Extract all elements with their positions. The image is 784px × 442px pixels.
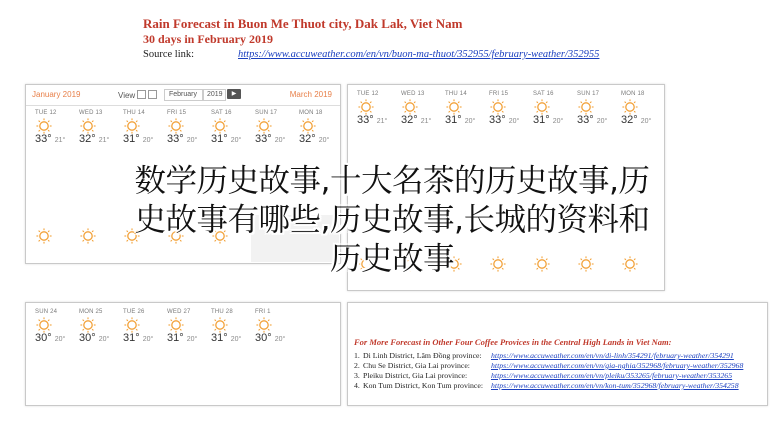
temperature-low: 20°: [274, 137, 286, 144]
view-label: View: [118, 91, 136, 100]
temperature-low: 20°: [596, 118, 608, 125]
sunny-icon: [621, 99, 641, 115]
temperature-high: 30° 20°: [35, 332, 66, 344]
forecast-link[interactable]: https://www.accuweather.com/en/vn/pleiku/353265/february-weather/353265: [491, 371, 733, 380]
page-header: [143, 16, 703, 62]
sunny-icon: [123, 317, 143, 333]
temperature-low: 21°: [376, 118, 388, 125]
temperature-low: 20°: [186, 137, 198, 144]
temperature-low: 20°: [186, 336, 198, 343]
day-cell[interactable]: [117, 306, 161, 348]
day-cell[interactable]: [293, 107, 337, 149]
item-number: 3.: [354, 371, 360, 380]
day-label: TUE 26: [123, 309, 145, 315]
temperature-high: 31° 20°: [211, 332, 242, 344]
temperature-high: 31° 20°: [123, 332, 154, 344]
next-month-link[interactable]: March 2019: [289, 90, 332, 99]
source-line: [143, 47, 703, 62]
temperature-high: 30° 20°: [255, 332, 286, 344]
day-cell[interactable]: [29, 107, 73, 149]
page-title: Rain Forecast in Buon Me Thuot city, Dak Lak, Viet Nam: [143, 16, 463, 31]
day-label: FRI 15: [489, 91, 509, 97]
day-label: MON 18: [299, 110, 323, 116]
year-select[interactable]: 2019: [202, 89, 226, 101]
temperature-high: 30° 20°: [79, 332, 110, 344]
sunny-icon: [79, 118, 99, 134]
temperature-low: 21°: [420, 118, 432, 125]
day-cell[interactable]: [73, 306, 117, 348]
overlay-line-2: 史故事有哪些,历史故事,长城的资料和: [134, 202, 650, 238]
day-cell[interactable]: [439, 88, 483, 130]
day-label: SAT 16: [533, 91, 554, 97]
sunny-icon: [255, 118, 275, 134]
day-cell[interactable]: [29, 306, 73, 348]
day-cell[interactable]: [161, 306, 205, 348]
sunny-icon: [577, 99, 597, 115]
temperature-high: 33° 21°: [357, 114, 388, 126]
day-label: TUE 12: [357, 91, 379, 97]
sunny-icon: [357, 99, 377, 115]
temperature-high: 31° 20°: [123, 133, 154, 145]
sunny-icon: [211, 317, 231, 333]
forecast-link[interactable]: https://www.accuweather.com/en/vn/di-linh/354291/february-weather/354291: [491, 351, 734, 360]
day-label: SUN 24: [35, 309, 58, 315]
sunny-icon: [299, 118, 319, 134]
forecast-link[interactable]: https://www.accuweather.com/en/vn/kon-tum/352968/february-weather/354258: [491, 381, 739, 390]
temperature-high: 32° 21°: [401, 114, 432, 126]
sunny-icon: [123, 118, 143, 134]
view-toggle[interactable]: [118, 90, 157, 100]
overlay-line-3: 历史故事: [329, 241, 454, 277]
temperature-high: 32° 21°: [79, 133, 110, 145]
sunny-icon: [533, 99, 553, 115]
day-label: SUN 17: [255, 110, 278, 116]
temperature-low: 20°: [54, 336, 66, 343]
temperature-high: 33° 21°: [35, 133, 66, 145]
day-label: WED 13: [401, 91, 425, 97]
day-label: TUE 12: [35, 110, 57, 116]
sunny-icon: [167, 118, 187, 134]
temperature-low: 20°: [98, 336, 110, 343]
day-label: SUN 17: [577, 91, 600, 97]
prev-month-link[interactable]: January 2019: [32, 90, 81, 99]
sunny-icon: [445, 99, 465, 115]
day-label: THU 14: [123, 110, 145, 116]
temperature-high: 33° 20°: [255, 133, 286, 145]
day-cell[interactable]: [395, 88, 439, 130]
overlay-caption: [0, 162, 784, 279]
temperature-low: 20°: [230, 137, 242, 144]
day-cell[interactable]: [351, 88, 395, 130]
sunny-icon: [489, 99, 509, 115]
go-button[interactable]: ▶: [227, 89, 241, 99]
forecast-link-row: [354, 361, 764, 371]
day-cell[interactable]: [73, 107, 117, 149]
temperature-high: 33° 20°: [577, 114, 608, 126]
grid-view-icon[interactable]: [148, 90, 157, 99]
temperature-low: 20°: [552, 118, 564, 125]
day-label: THU 28: [211, 309, 233, 315]
day-label: WED 13: [79, 110, 103, 116]
temperature-low: 20°: [464, 118, 476, 125]
item-number: 2.: [354, 361, 360, 370]
temperature-low: 21°: [98, 137, 110, 144]
temperature-high: 31° 20°: [533, 114, 564, 126]
temperature-low: 20°: [142, 336, 154, 343]
temperature-low: 20°: [318, 137, 330, 144]
day-cell[interactable]: [161, 107, 205, 149]
day-label: MON 18: [621, 91, 645, 97]
more-forecast-title: For More Forecast in Other Four Coffee Provices in the Central High Lands in Viet Nam:: [354, 337, 672, 347]
source-label: Source link:: [143, 49, 195, 60]
day-cell[interactable]: [615, 88, 659, 130]
district-name: Chu Se District, Gia Lai province:: [363, 361, 470, 370]
week-panel-bottom: [25, 302, 341, 406]
district-name: Pleiku District, Gia Lai province:: [363, 371, 468, 380]
temperature-low: 20°: [142, 137, 154, 144]
calendar-header: [26, 85, 340, 106]
day-label: SAT 16: [211, 110, 232, 116]
temperature-high: 33° 20°: [167, 133, 198, 145]
day-label: FRI 15: [167, 110, 187, 116]
more-forecast-panel: [347, 302, 768, 406]
temperature-low: 20°: [508, 118, 520, 125]
sunny-icon: [401, 99, 421, 115]
temperature-high: 31° 20°: [167, 332, 198, 344]
page-subtitle: 30 days in February 2019: [143, 32, 274, 46]
temperature-high: 33° 20°: [489, 114, 520, 126]
sunny-icon: [35, 118, 55, 134]
temperature-high: 32° 20°: [299, 133, 330, 145]
district-name: Di Linh District, Lâm Đồng province:: [363, 351, 482, 360]
overlay-line-1: 数学历史故事,十大名茶的历史故事,历: [134, 163, 650, 199]
temperature-low: 21°: [54, 137, 66, 144]
sunny-icon: [211, 118, 231, 134]
day-cell[interactable]: [205, 306, 249, 348]
list-view-icon[interactable]: [137, 90, 146, 99]
day-cell[interactable]: [249, 107, 293, 149]
month-select[interactable]: February: [164, 89, 204, 101]
temperature-low: 20°: [640, 118, 652, 125]
temperature-high: 31° 20°: [211, 133, 242, 145]
forecast-link-row: [354, 371, 764, 381]
temperature-high: 31° 20°: [445, 114, 476, 126]
sunny-icon: [167, 317, 187, 333]
day-cell[interactable]: [117, 107, 161, 149]
forecast-link-row: [354, 381, 764, 391]
day-label: THU 14: [445, 91, 467, 97]
temperature-low: 20°: [274, 336, 286, 343]
day-label: MON 25: [79, 309, 103, 315]
sunny-icon: [35, 317, 55, 333]
temperature-low: 20°: [230, 336, 242, 343]
day-cell[interactable]: [527, 88, 571, 130]
day-cell[interactable]: [571, 88, 615, 130]
more-forecast: [354, 337, 764, 391]
district-name: Kon Tum District, Kon Tum province:: [363, 381, 484, 390]
day-label: FRI 1: [255, 309, 271, 315]
temperature-high: 32° 20°: [621, 114, 652, 126]
item-number: 1.: [354, 351, 360, 360]
day-cell[interactable]: [249, 306, 293, 348]
day-cell[interactable]: [205, 107, 249, 149]
day-cell[interactable]: [483, 88, 527, 130]
day-label: WED 27: [167, 309, 191, 315]
source-link[interactable]: https://www.accuweather.com/en/vn/buon-ma-thuot/352955/february-weather/352955: [238, 49, 600, 60]
sunny-icon: [79, 317, 99, 333]
forecast-link[interactable]: https://www.accuweather.com/en/vn/gia-nghia/352968/february-weather/352968: [491, 361, 744, 370]
sunny-icon: [255, 317, 275, 333]
forecast-link-row: [354, 351, 764, 361]
item-number: 4.: [354, 381, 360, 390]
